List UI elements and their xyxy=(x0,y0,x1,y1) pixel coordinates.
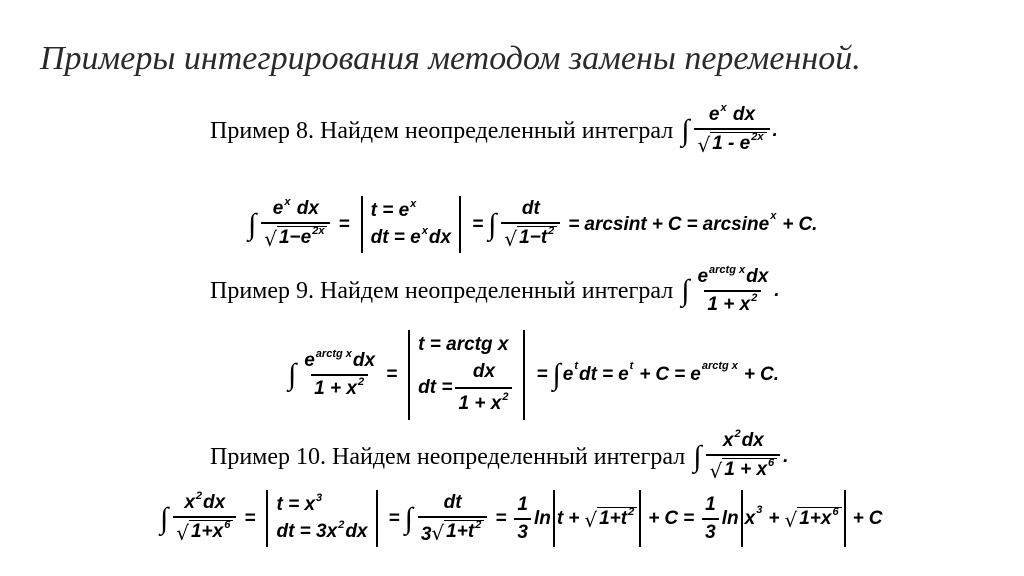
page-title: Примеры интегрирования методом замены переменной. xyxy=(40,40,861,77)
example-10-heading xyxy=(210,430,788,484)
example-8-label: Пример 8. Найдем неопределенный интеграл xyxy=(210,117,674,144)
example-10-solution: ∫ $x^2dx$ √ $1+x^6$ = $t = x^3$ dt = $3x^2dx$ = ∫ dt 3 √ $1+t^2$ = $\frac{1}{3}$ ln t + √ $1+t^2$ + C = $\frac{1}{3}$ ln x 3 + √ $1+x^6$ + C xyxy=(160,490,882,547)
example-10-label: Пример 10. Найдем неопределенный интеграл xyxy=(210,443,686,470)
example-8-heading xyxy=(210,104,778,158)
example-9-heading xyxy=(210,266,780,316)
substitution-8: $t = e^x$ dt = $e^xdx$ xyxy=(361,196,461,253)
substitution-10: $t = x^3$ dt = $3x^2dx$ xyxy=(266,490,377,547)
example-9-integral: ∫ $\frac{e^{arctg x}dx}{1 + x^2}$ . xyxy=(681,264,780,315)
example-9-label: Пример 9. Найдем неопределенный интеграл xyxy=(210,277,674,304)
substitution-9: t = arctg x dt = $\frac{dx}{1 + x^2}$ xyxy=(408,330,525,420)
example-8-solution: ∫ $e^x$ dx √ $1-e^{2x}$ = $t = e^x$ dt = $e^xdx$ = ∫ dt √ $1-t^2$ = arcsint + C = arcsine x + C . xyxy=(248,196,817,253)
example-10-integral: ∫ $x^2dx$ √ $1 + x^6$ . xyxy=(693,428,789,483)
example-9-solution: ∫ $\frac{e^{arctg x}dx}{1 + x^2}$ = t = arctg x dt = $\frac{dx}{1 + x^2}$ = ∫ e t dt = e t + C = e arctg x + C . xyxy=(288,330,779,420)
example-8-integral: ∫ $e^x$ dx √ $1 - e^{2x}$ . xyxy=(681,102,778,157)
